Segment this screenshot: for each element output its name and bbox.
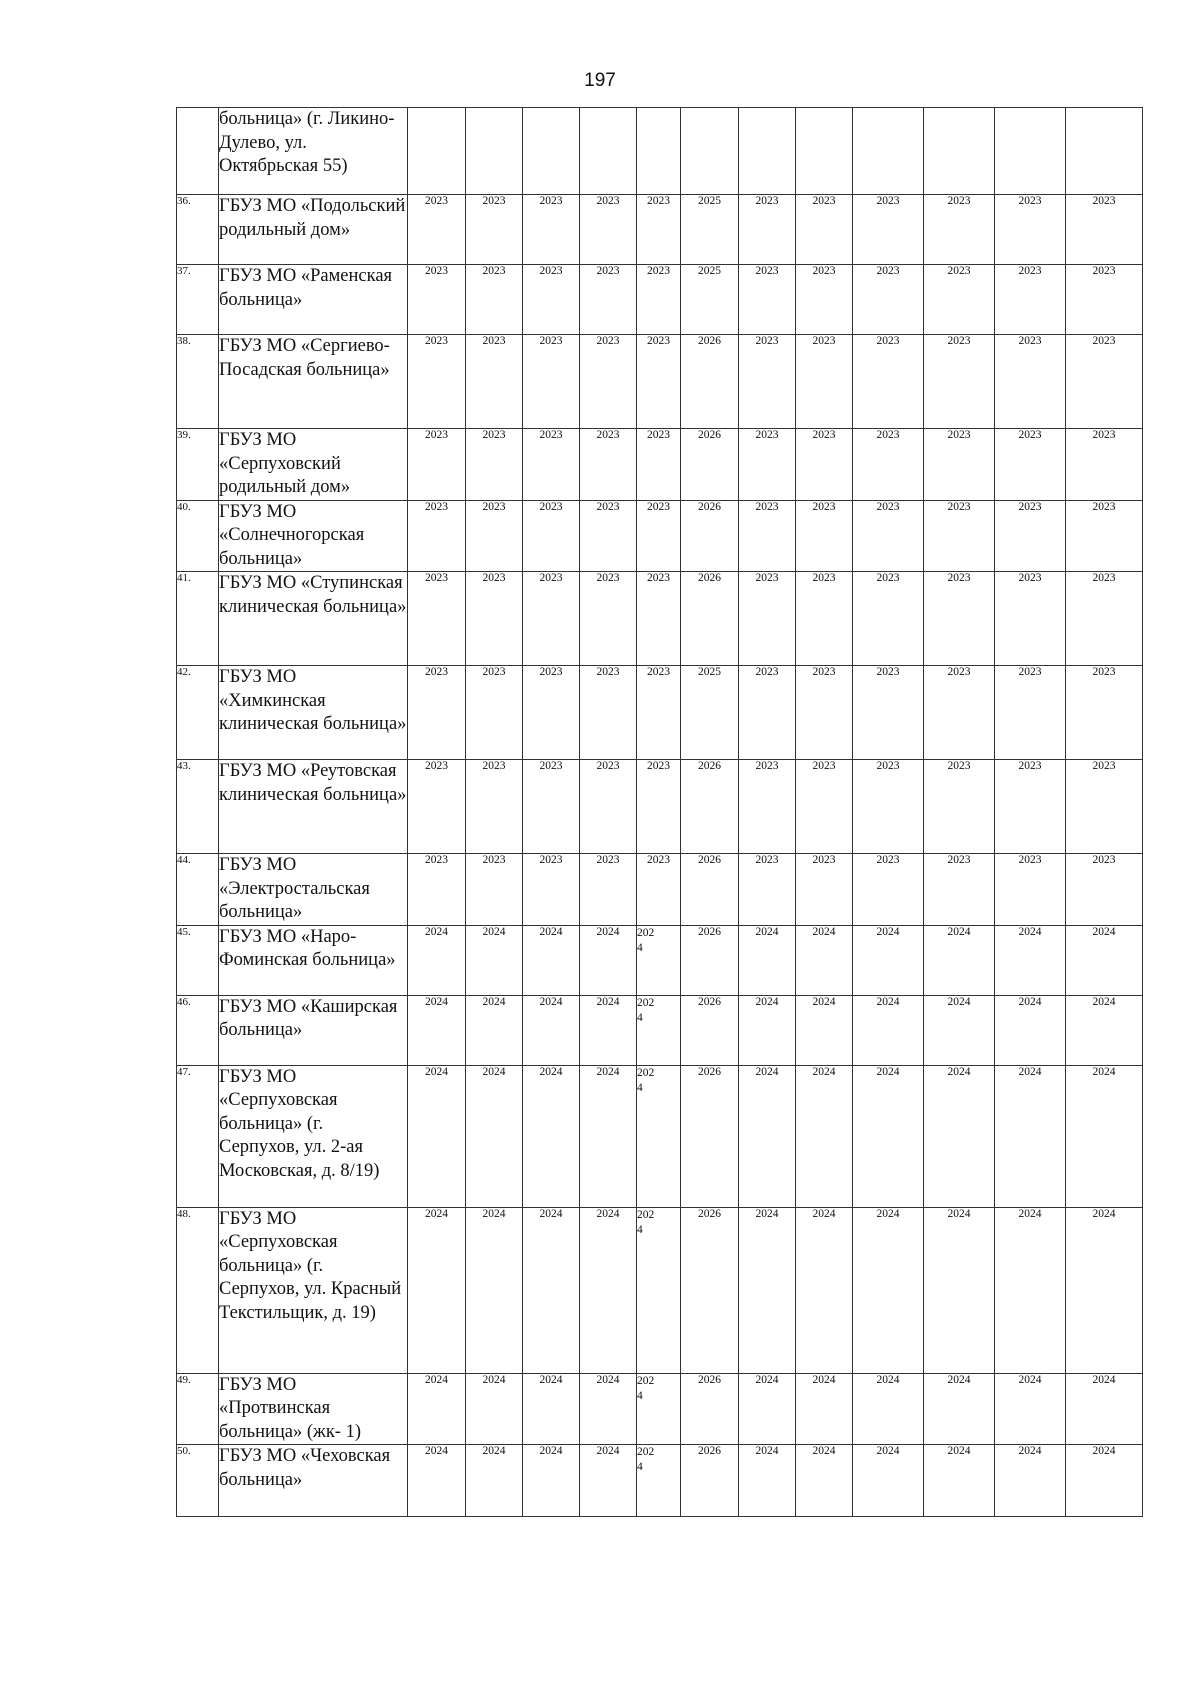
year-cell: 2023 [466, 195, 523, 265]
year-cell: 2024 [739, 1373, 796, 1445]
table-row [177, 666, 1143, 760]
institution-name: ГБУЗ МО «Электростальская больница» [219, 854, 408, 926]
year-cell: 2024 [408, 925, 466, 995]
year-value: 2024 [637, 1374, 655, 1402]
year-cell [637, 925, 681, 995]
year-cell: 2024 [796, 1207, 853, 1373]
year-cell [637, 995, 681, 1065]
year-cell: 2024 [739, 1445, 796, 1517]
row-number: 38. [177, 335, 219, 429]
table-row [177, 760, 1143, 854]
year-cell: 2023 [1066, 500, 1143, 572]
year-cell: 2023 [853, 666, 924, 760]
table-row [177, 335, 1143, 429]
table-row [177, 1065, 1143, 1207]
year-cell: 2024 [924, 1373, 995, 1445]
year-cell: 2024 [408, 1207, 466, 1373]
year-cell: 2023 [739, 195, 796, 265]
year-cell: 2023 [580, 760, 637, 854]
year-value: 2024 [637, 1446, 655, 1473]
year-cell: 2023 [924, 854, 995, 926]
year-cell: 2023 [637, 265, 681, 335]
table-row [177, 1373, 1143, 1445]
year-cell: 2023 [924, 429, 995, 501]
year-cell: 2023 [1066, 265, 1143, 335]
year-cell: 2024 [1066, 1065, 1143, 1207]
year-cell: 2024 [466, 925, 523, 995]
year-cell: 2023 [1066, 572, 1143, 666]
year-cell: 2024 [995, 1373, 1066, 1445]
year-cell: 2024 [580, 1373, 637, 1445]
year-cell: 2024 [408, 1373, 466, 1445]
year-cell: 2024 [523, 1207, 580, 1373]
row-number: 47. [177, 1065, 219, 1207]
year-cell: 2023 [853, 572, 924, 666]
year-cell: 2023 [523, 335, 580, 429]
row-number: 39. [177, 429, 219, 501]
institution-name: ГБУЗ МО «Раменская больница» [219, 265, 408, 335]
row-number: 44. [177, 854, 219, 926]
year-cell [924, 108, 995, 195]
year-cell: 2024 [739, 1065, 796, 1207]
row-number: 46. [177, 995, 219, 1065]
institution-name: ГБУЗ МО «Серпуховская больница» (г. Серпухов, ул. 2-ая Московская, д. 8/19) [219, 1065, 408, 1207]
year-cell: 2023 [995, 666, 1066, 760]
year-cell: 2024 [523, 1065, 580, 1207]
year-cell: 2023 [523, 760, 580, 854]
year-cell: 2023 [580, 265, 637, 335]
year-cell: 2023 [523, 854, 580, 926]
institution-name: ГБУЗ МО «Протвинская больница» (жк- 1) [219, 1373, 408, 1445]
institution-name: ГБУЗ МО «Каширская больница» [219, 995, 408, 1065]
year-cell: 2024 [796, 1445, 853, 1517]
year-value: 2024 [637, 996, 655, 1024]
year-cell: 2023 [853, 195, 924, 265]
year-cell [1066, 108, 1143, 195]
year-cell: 2023 [523, 500, 580, 572]
year-cell: 2023 [739, 265, 796, 335]
year-cell: 2024 [924, 925, 995, 995]
year-cell: 2024 [1066, 1373, 1143, 1445]
year-cell: 2026 [681, 572, 739, 666]
row-number [177, 108, 219, 195]
year-cell: 2023 [924, 666, 995, 760]
year-cell: 2026 [681, 925, 739, 995]
institution-name: ГБУЗ МО «Солнечногорская больница» [219, 500, 408, 572]
year-cell: 2023 [637, 195, 681, 265]
year-cell: 2024 [466, 995, 523, 1065]
year-cell: 2024 [853, 995, 924, 1065]
row-number: 40. [177, 500, 219, 572]
year-cell: 2024 [1066, 1445, 1143, 1517]
year-cell: 2023 [408, 760, 466, 854]
year-cell: 2023 [995, 760, 1066, 854]
year-cell: 2023 [739, 666, 796, 760]
year-cell: 2023 [853, 854, 924, 926]
table-row [177, 1207, 1143, 1373]
year-cell: 2023 [580, 429, 637, 501]
year-cell: 2023 [408, 666, 466, 760]
year-cell [523, 108, 580, 195]
page-number: 197 [584, 70, 616, 91]
table-row [177, 854, 1143, 926]
year-cell: 2023 [796, 666, 853, 760]
row-number: 42. [177, 666, 219, 760]
table-row [177, 500, 1143, 572]
year-cell: 2023 [466, 666, 523, 760]
year-cell: 2024 [924, 995, 995, 1065]
year-cell: 2024 [1066, 1207, 1143, 1373]
year-cell: 2023 [853, 760, 924, 854]
institution-name: ГБУЗ МО «Сергиево-Посадская больница» [219, 335, 408, 429]
table-row [177, 995, 1143, 1065]
year-cell: 2023 [408, 500, 466, 572]
year-cell: 2023 [796, 195, 853, 265]
year-cell: 2023 [995, 429, 1066, 501]
table-row [177, 195, 1143, 265]
year-cell: 2026 [681, 760, 739, 854]
year-cell: 2023 [408, 854, 466, 926]
year-value: 2024 [637, 1066, 655, 1094]
year-cell: 2026 [681, 1065, 739, 1207]
year-cell: 2023 [580, 572, 637, 666]
year-cell [637, 1065, 681, 1207]
institution-name: ГБУЗ МО «Реутовская клиническая больница» [219, 760, 408, 854]
year-cell: 2023 [853, 335, 924, 429]
year-cell: 2024 [466, 1065, 523, 1207]
year-cell: 2023 [637, 572, 681, 666]
row-number: 36. [177, 195, 219, 265]
year-cell: 2023 [466, 500, 523, 572]
year-cell: 2023 [408, 429, 466, 501]
year-cell [681, 108, 739, 195]
year-cell: 2024 [924, 1065, 995, 1207]
year-cell: 2023 [853, 500, 924, 572]
year-cell: 2026 [681, 995, 739, 1065]
year-cell: 2023 [995, 572, 1066, 666]
year-cell: 2023 [739, 854, 796, 926]
year-cell: 2023 [523, 572, 580, 666]
year-cell: 2024 [995, 1207, 1066, 1373]
year-cell: 2023 [1066, 666, 1143, 760]
year-cell: 2023 [995, 854, 1066, 926]
year-cell: 2023 [408, 335, 466, 429]
year-cell: 2023 [796, 429, 853, 501]
year-cell: 2024 [995, 925, 1066, 995]
year-cell: 2023 [523, 429, 580, 501]
year-cell: 2024 [995, 995, 1066, 1065]
year-cell: 2024 [1066, 925, 1143, 995]
year-cell: 2024 [523, 925, 580, 995]
year-cell: 2024 [523, 1445, 580, 1517]
year-cell: 2023 [1066, 195, 1143, 265]
year-cell: 2023 [796, 265, 853, 335]
year-cell: 2024 [924, 1445, 995, 1517]
year-cell: 2024 [924, 1207, 995, 1373]
year-cell: 2024 [739, 995, 796, 1065]
year-cell: 2023 [466, 265, 523, 335]
table-row [177, 1445, 1143, 1517]
year-cell: 2024 [580, 1207, 637, 1373]
year-cell: 2023 [637, 666, 681, 760]
year-cell: 2024 [408, 1065, 466, 1207]
institution-name: ГБУЗ МО «Ступинская клиническая больница» [219, 572, 408, 666]
year-cell: 2023 [523, 195, 580, 265]
year-cell: 2023 [853, 429, 924, 501]
year-cell: 2023 [637, 429, 681, 501]
year-cell: 2024 [1066, 995, 1143, 1065]
year-cell: 2023 [466, 572, 523, 666]
row-number: 41. [177, 572, 219, 666]
year-cell: 2023 [1066, 760, 1143, 854]
year-cell: 2024 [739, 925, 796, 995]
year-cell: 2023 [466, 760, 523, 854]
year-cell: 2024 [739, 1207, 796, 1373]
year-cell: 2023 [1066, 429, 1143, 501]
row-number: 49. [177, 1373, 219, 1445]
year-cell: 2024 [580, 995, 637, 1065]
year-cell: 2023 [523, 265, 580, 335]
year-cell: 2026 [681, 429, 739, 501]
year-cell [637, 108, 681, 195]
table-row [177, 925, 1143, 995]
year-cell: 2026 [681, 1207, 739, 1373]
year-cell: 2024 [466, 1373, 523, 1445]
year-cell: 2023 [1066, 854, 1143, 926]
year-cell: 2025 [681, 195, 739, 265]
institution-name: больница» (г. Ликино-Дулево, ул. Октябрьская 55) [219, 108, 408, 195]
year-cell: 2023 [924, 500, 995, 572]
table-row [177, 572, 1143, 666]
year-cell [995, 108, 1066, 195]
year-cell: 2023 [466, 429, 523, 501]
year-value: 2024 [637, 926, 655, 954]
year-cell: 2026 [681, 854, 739, 926]
year-cell: 2023 [408, 265, 466, 335]
institution-name: ГБУЗ МО «Чеховская больница» [219, 1445, 408, 1517]
year-cell: 2023 [924, 265, 995, 335]
year-cell [466, 108, 523, 195]
institution-name: ГБУЗ МО «Серпуховский родильный дом» [219, 429, 408, 501]
year-cell: 2026 [681, 1445, 739, 1517]
year-cell: 2023 [739, 429, 796, 501]
year-cell: 2024 [466, 1207, 523, 1373]
year-cell: 2023 [637, 760, 681, 854]
year-cell: 2026 [681, 1373, 739, 1445]
year-cell: 2023 [580, 666, 637, 760]
year-cell: 2023 [924, 760, 995, 854]
year-cell: 2023 [995, 500, 1066, 572]
row-number: 50. [177, 1445, 219, 1517]
year-cell: 2024 [580, 1445, 637, 1517]
year-cell: 2026 [681, 500, 739, 572]
year-cell: 2023 [853, 265, 924, 335]
year-cell: 2024 [853, 925, 924, 995]
table-row [177, 429, 1143, 501]
year-cell: 2023 [924, 572, 995, 666]
table-row [177, 108, 1143, 195]
row-number: 48. [177, 1207, 219, 1373]
year-cell: 2023 [739, 760, 796, 854]
year-cell: 2023 [995, 265, 1066, 335]
year-cell: 2024 [796, 1065, 853, 1207]
year-cell: 2023 [796, 854, 853, 926]
schedule-table [176, 107, 1143, 1517]
year-cell: 2023 [408, 572, 466, 666]
year-cell: 2023 [466, 335, 523, 429]
year-cell: 2024 [580, 925, 637, 995]
year-cell: 2024 [580, 1065, 637, 1207]
year-cell [637, 1373, 681, 1445]
year-cell [637, 1207, 681, 1373]
year-cell: 2024 [408, 1445, 466, 1517]
year-cell: 2023 [580, 335, 637, 429]
year-cell: 2023 [796, 760, 853, 854]
year-cell: 2023 [523, 666, 580, 760]
year-cell: 2025 [681, 265, 739, 335]
year-cell: 2024 [995, 1445, 1066, 1517]
year-cell: 2024 [796, 995, 853, 1065]
institution-name: ГБУЗ МО «Серпуховская больница» (г. Серпухов, ул. Красный Текстильщик, д. 19) [219, 1207, 408, 1373]
year-cell: 2023 [739, 572, 796, 666]
year-cell: 2023 [637, 335, 681, 429]
year-cell: 2025 [681, 666, 739, 760]
year-cell: 2023 [739, 500, 796, 572]
year-cell: 2024 [853, 1065, 924, 1207]
year-value: 2024 [637, 1208, 655, 1236]
year-cell: 2023 [796, 335, 853, 429]
institution-name: ГБУЗ МО «Подольский родильный дом» [219, 195, 408, 265]
table-row [177, 265, 1143, 335]
year-cell: 2023 [637, 500, 681, 572]
year-cell: 2024 [408, 995, 466, 1065]
year-cell: 2026 [681, 335, 739, 429]
year-cell: 2023 [924, 195, 995, 265]
year-cell: 2024 [523, 995, 580, 1065]
year-cell [637, 1445, 681, 1517]
year-cell: 2024 [853, 1207, 924, 1373]
year-cell: 2024 [466, 1445, 523, 1517]
year-cell: 2024 [796, 925, 853, 995]
year-cell [580, 108, 637, 195]
institution-name: ГБУЗ МО «Химкинская клиническая больница» [219, 666, 408, 760]
year-cell: 2023 [796, 500, 853, 572]
year-cell: 2023 [1066, 335, 1143, 429]
institution-name: ГБУЗ МО «Наро-Фоминская больница» [219, 925, 408, 995]
row-number: 37. [177, 265, 219, 335]
year-cell: 2024 [995, 1065, 1066, 1207]
year-cell: 2023 [466, 854, 523, 926]
row-number: 45. [177, 925, 219, 995]
year-cell: 2024 [796, 1373, 853, 1445]
year-cell: 2024 [523, 1373, 580, 1445]
row-number: 43. [177, 760, 219, 854]
year-cell: 2024 [853, 1373, 924, 1445]
year-cell: 2023 [995, 195, 1066, 265]
year-cell: 2024 [853, 1445, 924, 1517]
year-cell [796, 108, 853, 195]
year-cell: 2023 [637, 854, 681, 926]
year-cell [739, 108, 796, 195]
year-cell: 2023 [580, 854, 637, 926]
year-cell [408, 108, 466, 195]
year-cell: 2023 [580, 500, 637, 572]
year-cell [853, 108, 924, 195]
year-cell: 2023 [580, 195, 637, 265]
year-cell: 2023 [408, 195, 466, 265]
year-cell: 2023 [796, 572, 853, 666]
year-cell: 2023 [924, 335, 995, 429]
year-cell: 2023 [739, 335, 796, 429]
year-cell: 2023 [995, 335, 1066, 429]
